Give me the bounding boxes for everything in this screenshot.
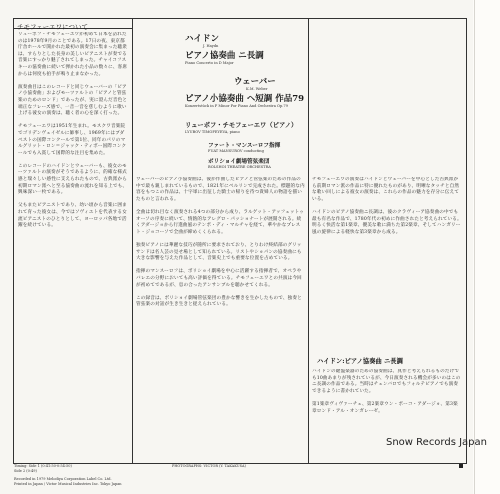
footer-copyright-2: Printed in Japan / Victor Musical Industries Inc. Tokyo Japan <box>14 482 122 486</box>
watermark: Snow Records Japan <box>386 437 487 448</box>
left-column-heading: チモフェーエワについて <box>17 23 89 31</box>
right-column-text-top: チモフェーエワの演奏はハイドンとウェーバーを中心とした古典派から前期ロマン派の作品に特に優れたものがあり、明晰なタッチと自然な歌い回しによる彼女の演奏は、これらの作品の魅力を存分に伝えている。 ハイドンのピアノ協奏曲ニ長調は、彼のクラヴィーア協奏曲の中でも最も有名な作品で、1780年代の初めに作曲されたと考えられている。明るく快活な第1楽章、優美な歌に満ちた第2楽章、そしてハンガリー風の旋律による軽快な第3楽章から成る。 <box>312 177 462 235</box>
performer-1-roman: LYUBOV TIMOFEYEVA, piano <box>185 130 240 134</box>
performer-1-name: リューボフ・チモフェーエワ（ピアノ） <box>185 122 298 129</box>
footer-timing: Timing: Side 1 (0:41:50-0:54:50) <box>14 464 72 468</box>
outer-frame <box>13 18 467 464</box>
left-column-text: リューボフ・チモフェーエワが初めて日本を訪れたのは1978年9月のことである。17日の夜、東京都庁舎ホールで開かれた最初の演奏会に集まった聴衆は、すらりとした長身の美しいピアニストが奏でる音楽にすっかり魅了されてしまった。チャイコフスキーの協奏曲に続いて弾かれた小品の数々に、客席からは何度も拍手が鳴り止まなかった。 演奏曲目はこのレコードと同じウェーバーの「ピアノ小協奏曲」およびモーツァルトの「ピアノと管弦楽のためのロンド」であったが、実に澄んだ音色と端正なフレーズ感で、一音一音を慈しむように歌い上げる彼女の演奏は、聴く者の心を深く打った。 チモフェーエワは1951年生まれ。モスクワ音楽院でゴリデンヴェイゼルに師事し、1969年にはブダペストの国際コンクールで第1位、同年のパリのマルグリット・ロン＝ジャック・ティボー国際コンクールでも入賞して国際的な注目を集めた。 このレコードのハイドンとウェーバーも、彼女のモーツァルトの演奏がそうであるように、的確な様式感と瑞々しい感性に支えられたもので、古典派から初期ロマン派へと至る協奏曲の流れを知る上でも、興味深い一枚である。 父もまたピアニストであり、幼い頃から音楽に囲まれて育った彼女は、今ではソヴィエトを代表する女流ピアニストのひとりとして、ヨーロッパ各地で活躍を続けている。 <box>18 32 128 229</box>
footer-copyright: Recorded in 1979 Melodiya Corporation Label Co. Ltd. <box>14 477 112 481</box>
piece-2-composer: ウェーバー <box>234 77 276 87</box>
column-divider-left <box>132 19 133 463</box>
piece-1-composer-roman: J. Haydn <box>203 44 219 48</box>
piece-2-title: ピアノ小協奏曲 ヘ短調 作品79 <box>185 94 305 104</box>
middle-column-text: ウェーバーのピアノ小協奏曲は、彼が作曲したピアノと管弦楽のための作品の中で最も親しまれているもので、1821年にベルリンで完成された。標題的な内容をもつこの作品は、十字軍に出征した騎士の帰りを待つ貴婦人の物語を描いたものと言われる。 全曲は切れ目なく演奏される4つの部分から成り、ラルゲット・アッフェットゥオーソの序奏に続いて、情熱的なアレグロ・パッショナートが展開される。続くアダージョから行進曲風のテンポ・ディ・マルチャを経て、華やかなプレスト・ジョコーソで全曲が締めくくられる。 独奏ピアノには華麗な技巧が随所に要求されており、とりわけ終結部のグリッサンドは名人芸の見せ場として知られている。リストやショパンの協奏曲にも大きな影響を与えた作品として、音楽史上でも重要な位置を占めている。 指揮のマンスーロフは、ボリショイ劇場を中心に活躍する指揮者で、オペラやバレエの分野においても高い評価を得ている。チモフェーエワとの共演は今回が初めてであるが、息の合ったアンサンブルを聴かせてくれる。 この録音は、ボリショイ劇場管弦楽団の豊かな響きを生かしたもので、独奏と管弦楽の対話が生き生きと捉えられている。 <box>136 177 305 308</box>
piece-2-composer-roman: K.M. Weber <box>246 87 268 91</box>
performer-3-name: ボリショイ劇場管弦楽団 <box>208 159 270 165</box>
piece-1-composer: ハイドン <box>185 34 220 44</box>
haydn-section-heading: ハイドン:ピアノ協奏曲 ニ長調 <box>317 358 403 365</box>
footer-timing-side2: Side 2 (0:49) <box>14 469 37 473</box>
column-divider-right <box>308 19 309 463</box>
right-column-text-bottom: ハイドンの鍵盤楽器のための協奏曲は、真作と考えられるものだけでも10曲あまりが残されているが、今日演奏される機会が多いのはこのニ長調の作品である。当時はチェンバロでもフォルテピアノでも演奏できるように書かれていた。 第1楽章ヴィヴァーチェ、第2楽章ウン・ポーコ・アダージョ、第3楽章ロンド・アル・オンガレーゼ。 <box>312 369 461 414</box>
performer-3-roman: BOLSHOI THEATRE ORCHESTRA <box>208 165 271 169</box>
sleeve-right-strip <box>473 0 500 494</box>
sleeve-fold-line <box>474 0 475 494</box>
footer-mark-icon <box>459 464 463 468</box>
performer-2-name: ファート・マンスーロフ指揮 <box>208 143 281 149</box>
footer-photographs: PHOTOGRAPHS: VICTOR (Y. TAKAKUSA) <box>172 464 246 468</box>
piece-2-title-roman: Konzertstück in F Minor For Piano And Orchestra Op.79 <box>185 104 288 108</box>
piece-1-title-roman: Piano Concerto in D Major <box>185 61 234 65</box>
piece-1-title: ピアノ協奏曲 ニ長調 <box>185 51 264 61</box>
performer-2-roman: FUAT MANSUROV conducting <box>208 149 264 153</box>
